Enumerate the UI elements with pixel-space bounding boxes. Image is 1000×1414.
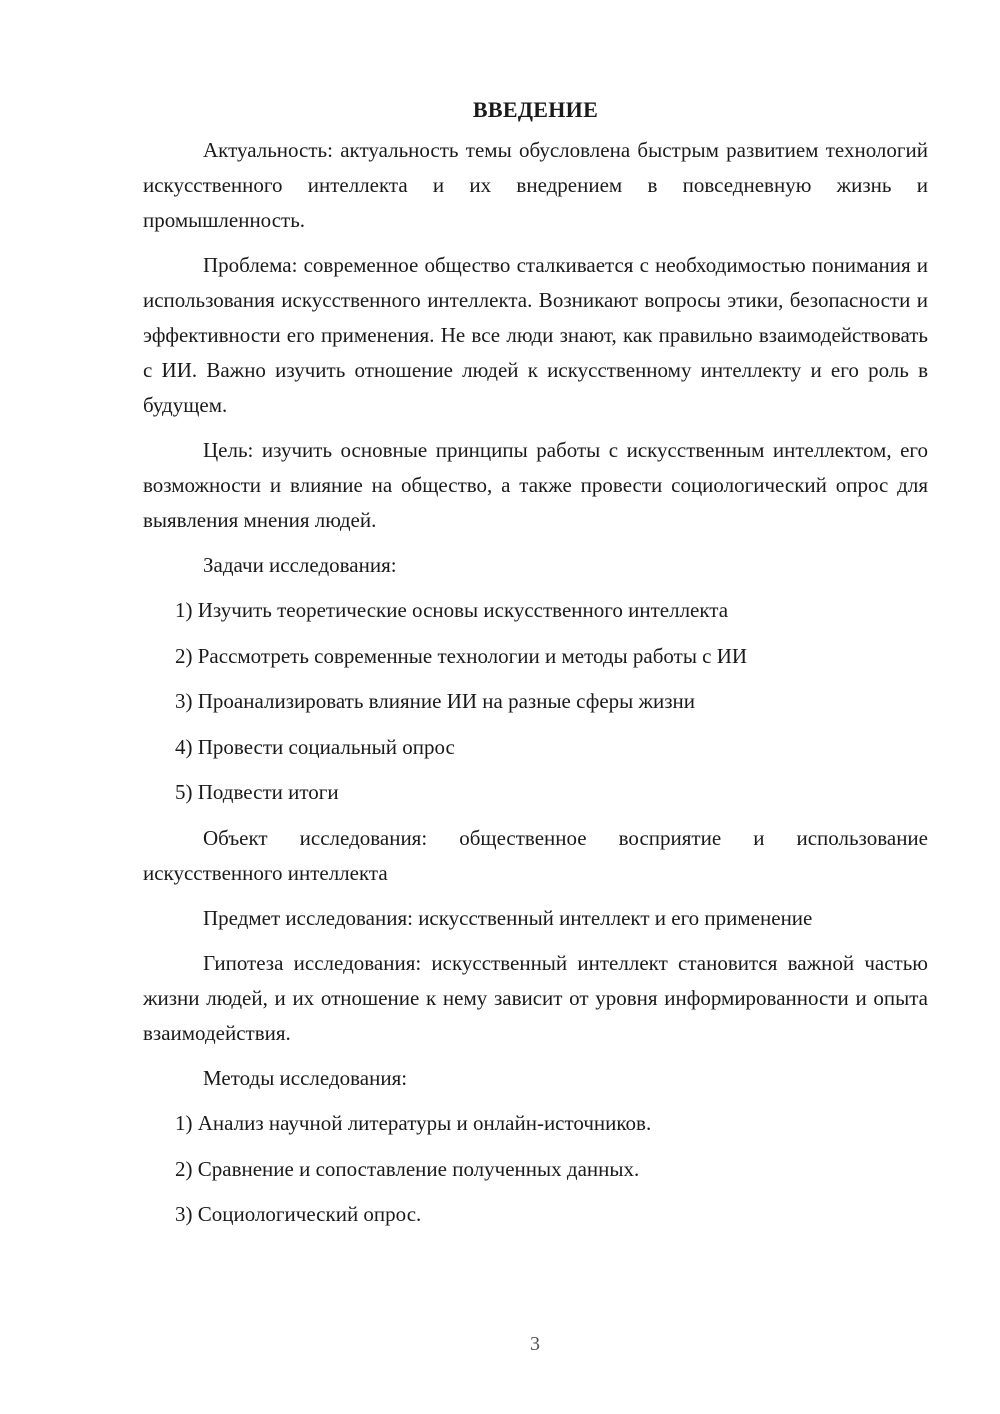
list-item: 2) Рассмотреть современные технологии и методы работы с ИИ bbox=[175, 643, 748, 668]
problem-paragraph: Проблема: современное общество сталкивается с необходимостью понимания и использования искусственного интеллекта. Возникают вопросы этики, безопасности и эффективности его применения. Не все люди знают, как правильно взаимодействовать с ИИ. Важно изучить отношение людей к искусственному интеллекту и его роль в будущем. bbox=[143, 253, 928, 417]
list-item: 4) Провести социальный опрос bbox=[175, 734, 455, 759]
list-item: 1) Анализ научной литературы и онлайн-источников. bbox=[175, 1110, 652, 1135]
list-item: 2) Сравнение и сопоставление полученных данных. bbox=[175, 1156, 640, 1181]
page-title: ВВЕДЕНИЕ bbox=[472, 97, 599, 122]
list-item: 5) Подвести итоги bbox=[175, 780, 339, 805]
goal-paragraph: Цель: изучить основные принципы работы с искусственным интеллектом, его возможности и влияние на общество, а также провести социологический опрос для выявления мнения людей. bbox=[143, 438, 928, 532]
object-paragraph: Объект исследования: общественное восприятие и использование искусственного интеллекта bbox=[143, 825, 928, 885]
tasks-heading: Задачи исследования: bbox=[203, 553, 397, 577]
list-item: 3) Проанализировать влияние ИИ на разные сферы жизни bbox=[175, 689, 696, 714]
methods-list bbox=[143, 1106, 928, 1232]
document-page bbox=[143, 92, 928, 1243]
relevance-paragraph: Актуальность: актуальность темы обусловлена быстрым развитием технологий искусственного интеллекта и их внедрением в повседневную жизнь и промышленность. bbox=[143, 138, 928, 232]
list-item: 1) Изучить теоретические основы искусственного интеллекта bbox=[175, 598, 729, 622]
subject-paragraph: Предмет исследования: искусственный интеллект и его применение bbox=[203, 905, 813, 930]
methods-heading: Методы исследования: bbox=[203, 1065, 408, 1090]
tasks-list bbox=[143, 593, 928, 810]
list-item: 3) Социологический опрос. bbox=[175, 1202, 422, 1227]
hypothesis-paragraph: Гипотеза исследования: искусственный интеллект становится важной частью жизни людей, и их отношение к нему зависит от уровня информированности и опыта взаимодействия. bbox=[143, 950, 928, 1045]
page-number: 3 bbox=[530, 1333, 540, 1355]
